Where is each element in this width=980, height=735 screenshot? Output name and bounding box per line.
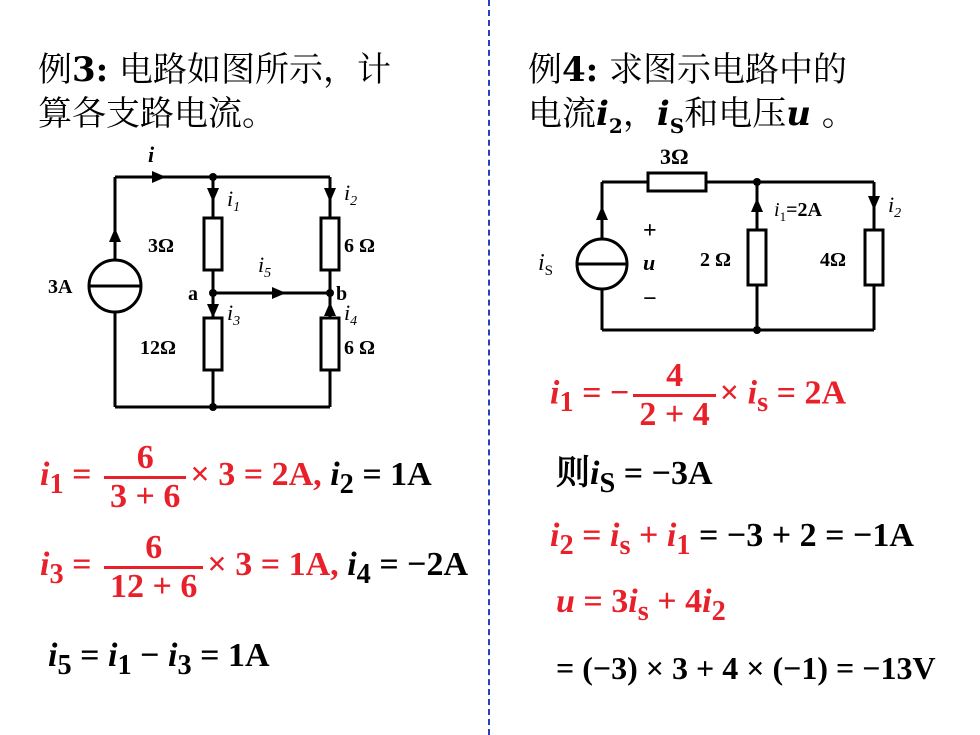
resistor-6ohm-top bbox=[321, 218, 339, 270]
label-i1-2a: $i_1=2A$ bbox=[774, 199, 822, 224]
dashed-divider bbox=[488, 0, 490, 735]
resistor-12ohm bbox=[204, 318, 222, 370]
node-dot bbox=[753, 178, 761, 186]
arrow-icon bbox=[207, 304, 219, 318]
node-dot bbox=[753, 326, 761, 334]
example4-title-line1: 例4: 求图示电路中的 bbox=[528, 50, 848, 90]
example3-circuit-diagram bbox=[40, 140, 420, 420]
arrow-icon bbox=[868, 196, 880, 210]
example4-equation-2: 则$i_S = -3A$ bbox=[556, 455, 713, 499]
example3-equation-1: $i_1$ = $\frac{6}{3 + 6}$ × 3 = 2A, $i_2 = 1A$ bbox=[40, 439, 432, 515]
label-source: 3A bbox=[48, 276, 73, 298]
label-i4: $i_4$ bbox=[344, 300, 358, 329]
label-i2: $i_2$ bbox=[344, 180, 358, 209]
example4-equation-4: $u = 3i_s + 4i_2$ bbox=[556, 583, 726, 627]
label-r3: 12Ω bbox=[140, 337, 177, 359]
label-i1: $i_1$ bbox=[227, 186, 241, 215]
label-r1: 3Ω bbox=[148, 235, 175, 257]
label-i5: $i_5$ bbox=[258, 252, 272, 281]
resistor-3ohm bbox=[648, 173, 706, 191]
current-source-icon bbox=[89, 228, 141, 312]
label-r-top: 3Ω bbox=[660, 144, 689, 169]
arrow-icon bbox=[272, 287, 286, 299]
node-b-dot bbox=[326, 289, 334, 297]
label-i2: $i_2$ bbox=[888, 192, 902, 221]
example3-title-line1: 例3: 电路如图所示，计 bbox=[38, 50, 392, 90]
resistor-4ohm bbox=[865, 230, 883, 285]
node-dot bbox=[209, 403, 217, 411]
example4-title-line2: 电流$i_2$，$i_S$和电压u 。 bbox=[528, 94, 856, 138]
label-r2: 6 Ω bbox=[344, 235, 376, 257]
example3-title-line2: 算各支路电流。 bbox=[38, 94, 276, 134]
label-is: $i_S$ bbox=[538, 250, 554, 279]
node-dot bbox=[209, 173, 217, 181]
example4-equation-5: = (−3) × 3 + 4 × (−1) = −13V bbox=[556, 650, 936, 686]
resistor-6ohm-bottom bbox=[321, 318, 339, 370]
label-u: u bbox=[643, 250, 656, 275]
example3-equation-3: $i_5 = i_1 - i_3 = 1A$ bbox=[48, 637, 270, 681]
label-r-right: 4Ω bbox=[820, 249, 847, 271]
label-minus: − bbox=[643, 286, 657, 312]
label-r-mid: 2 Ω bbox=[700, 249, 732, 271]
arrow-icon bbox=[152, 171, 166, 183]
label-node-b: b bbox=[336, 283, 348, 305]
label-node-a: a bbox=[188, 283, 198, 305]
example3-equation-2: $i_3$ = $\frac{6}{12 + 6}$ × 3 = 1A, $i_4 = -2A$ bbox=[40, 529, 469, 605]
arrow-icon bbox=[324, 188, 336, 202]
arrow-icon bbox=[751, 198, 763, 212]
resistor-3ohm bbox=[204, 218, 222, 270]
example4-circuit-diagram bbox=[530, 140, 930, 350]
label-i3: $i_3$ bbox=[227, 300, 241, 329]
current-source-icon bbox=[577, 206, 627, 289]
label-r4: 6 Ω bbox=[344, 337, 376, 359]
example4-equation-1: $i_1$ = − $\frac{4}{2 + 4}$ × $i_s = 2A$ bbox=[550, 357, 847, 433]
example4-equation-3: $i_2 = i_s + i_1 = -3 + 2 = -1A$ bbox=[550, 517, 914, 561]
label-plus: + bbox=[643, 218, 657, 244]
arrow-icon bbox=[207, 188, 219, 202]
resistor-2ohm bbox=[748, 230, 766, 285]
arrow-icon bbox=[324, 302, 336, 316]
node-a-dot bbox=[209, 289, 217, 297]
label-i: i bbox=[148, 142, 155, 167]
